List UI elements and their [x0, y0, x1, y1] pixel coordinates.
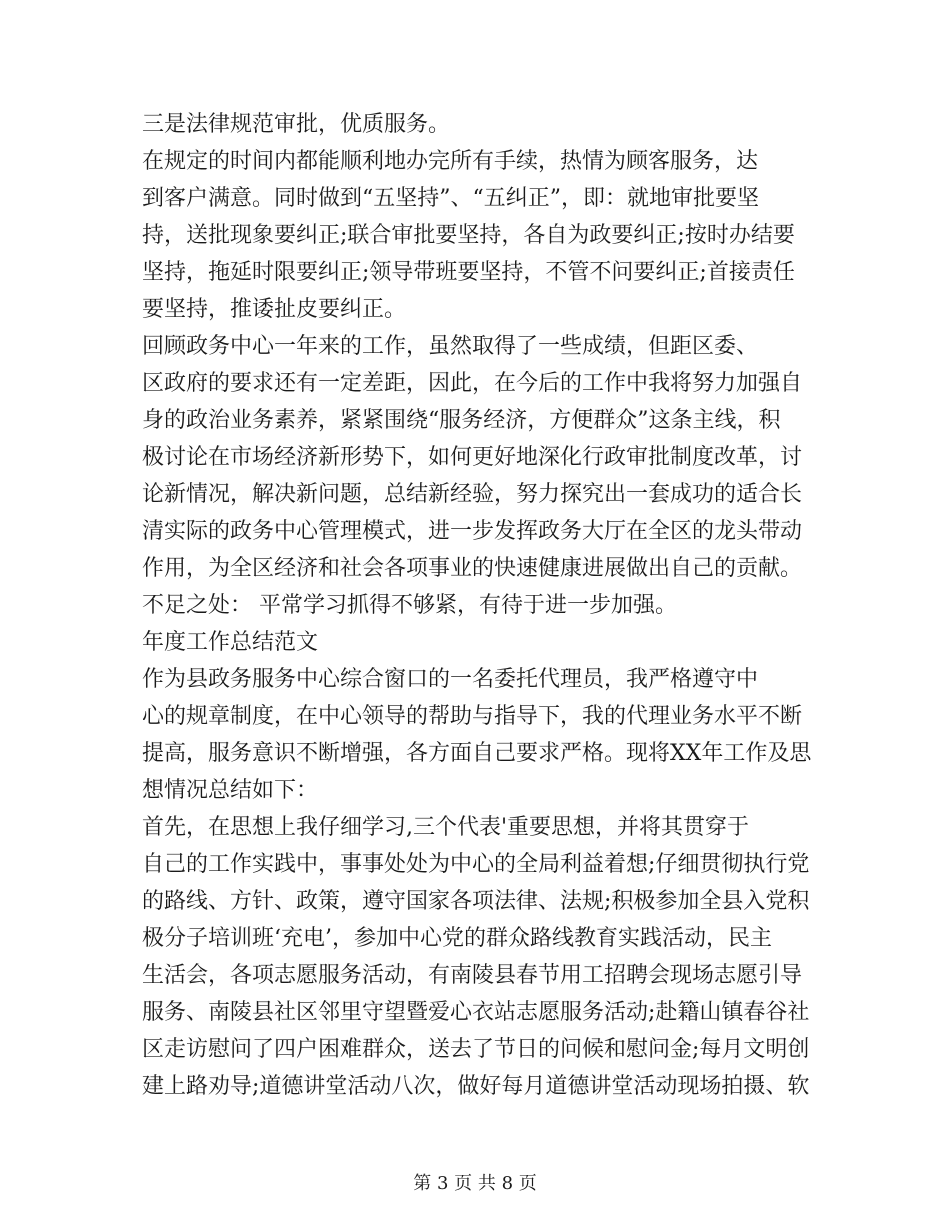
text-line: 极讨论在市场经济新形势下，如何更好地深化行政审批制度改革，讨 — [142, 445, 803, 470]
text-line: 想情况总结如下： — [142, 778, 319, 803]
section-heading: 年度工作总结范文 — [142, 630, 319, 655]
text-line: 作用，为全区经济和社会各项事业的快速健康进展做出自己的贡献。 — [142, 556, 803, 581]
text-line: 自己的工作实践中，事事处处为中心的全局利益着想;仔细贯彻执行党 — [142, 852, 810, 877]
text-line: 到客户满意。同时做到“五坚持”、“五纠正”，即：就地审批要坚 — [142, 186, 759, 211]
text-line: 在规定的时间内都能顺利地办完所有手续，热情为顾客服务，达 — [142, 149, 759, 174]
text-line: 首先，在思想上我仔细学习,三个代表'重要思想，并将其贯穿于 — [142, 815, 750, 840]
text-line: 持，送批现象要纠正;联合审批要坚持，各自为政要纠正;按时办结要 — [142, 223, 795, 248]
text-line: 三是法律规范审批，优质服务。 — [142, 112, 451, 137]
text-line: 服务、南陵县社区邻里守望暨爱心衣站志愿服务活动;赴籍山镇春谷社 — [142, 1000, 810, 1025]
text-line: 作为县政务服务中心综合窗口的一名委托代理员，我严格遵守中 — [142, 667, 759, 692]
page-number-footer: 第 3 页 共 8 页 — [413, 1173, 537, 1194]
text-line: 回顾政务中心一年来的工作，虽然取得了一些成绩，但距区委、 — [142, 334, 759, 359]
text-line: 坚持，拖延时限要纠正;领导带班要坚持，不管不问要纠正;首接责任 — [142, 260, 795, 285]
text-line: 要坚持，推诿扯皮要纠正。 — [142, 297, 407, 322]
text-line: 清实际的政务中心管理模式，进一步发挥政务大厅在全区的龙头带动 — [142, 519, 803, 544]
text-line: 提高，服务意识不断增强，各方面自己要求严格。现将XX年工作及思 — [142, 741, 812, 766]
text-line: 生活会，各项志愿服务活动，有南陵县春节用工招聘会现场志愿引导 — [142, 963, 803, 988]
text-line: 论新情况，解决新问题，总结新经验，努力探究出一套成功的适合长 — [142, 482, 803, 507]
text-line: 区走访慰问了四户困难群众，送去了节日的问候和慰问金;每月文明创 — [142, 1037, 810, 1062]
text-line: 区政府的要求还有一定差距，因此，在今后的工作中我将努力加强自 — [142, 371, 803, 396]
text-line: 极分子培训班‘充电’，参加中心党的群众路线教育实践活动，民主 — [142, 926, 772, 951]
text-line: 心的规章制度，在中心领导的帮助与指导下，我的代理业务水平不断 — [142, 704, 803, 729]
text-line: 不足之处： 平常学习抓得不够紧，有待于进一步加强。 — [142, 593, 677, 618]
text-line: 的路线、方针、政策，遵守国家各项法律、法规;积极参加全县入党积 — [142, 889, 810, 914]
text-line: 身的政治业务素养，紧紧围绕“服务经济，方便群众”这条主线，积 — [142, 408, 781, 433]
text-line: 建上路劝导;道德讲堂活动八次，做好每月道德讲堂活动现场拍摄、软 — [142, 1074, 810, 1099]
